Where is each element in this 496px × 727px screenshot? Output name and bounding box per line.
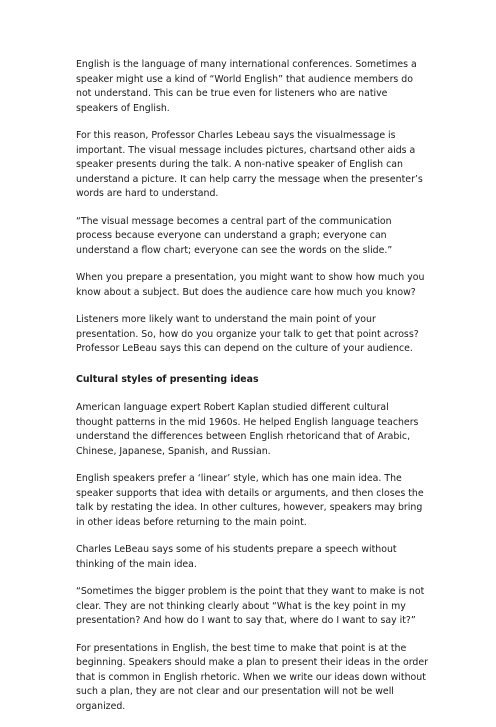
paragraph-prepare-presentation: When you prepare a presentation, you might want to show how much you know about a subject. But does the audience care how much you know?: [76, 272, 425, 298]
paragraph-linear-style: English speakers prefer a ‘linear’ style, which has one main idea. The speaker supports that idea with details or arguments, and then closes the talk by restating the idea. In other cultures, however, speakers may bring in other ideas before returning to the main point.: [76, 473, 424, 528]
paragraph-visual-message: For this reason, Professor Charles Lebeau says the visualmessage is important. The visual message includes pictures, chartsand other aids a speaker presents during the talk. A non-native speaker of English can understand a picture. It can help carry the message when the presenter’s words are hard to understand.: [76, 130, 423, 199]
paragraph-students: Charles LeBeau says some of his students prepare a speech without thinking of the main idea.: [76, 544, 397, 570]
paragraph-best-time: For presentations in English, the best time to make that point is at the beginning. Speakers should make a plan to present their ideas in the order that is common in English rhetoric. When we write our ideas down without such a plan, they are not clear and our presentation will not be well organized.: [76, 642, 428, 712]
paragraph-world-english: English is the language of many international conferences. Sometimes a speaker might use a kind of “World English” that audience members do not understand. This can be true even for listeners who are native speakers of English.: [76, 59, 417, 114]
paragraph-kaplan: American language expert Robert Kaplan studied different cultural thought patterns in the mid 1960s. He helped English language teachers understand the differences between English rhetoricand that of Arabic, Chinese, Japanese, Spanish, and Russian.: [76, 402, 419, 457]
paragraph-quote-problem: “Sometimes the bigger problem is the point that they want to make is not clear. They are not thinking clearly about “What is the key point in my presentation? And how do I want to say that, where do I want to say it?”: [76, 586, 425, 626]
document-body: [76, 58, 428, 727]
section-heading: Cultural styles of presenting ideas: [76, 373, 259, 385]
paragraph-quote-visual: “The visual message becomes a central part of the communication process because everyone can understand a graph; everyone can understand a flow chart; everyone can see the words on the slide.”: [76, 215, 393, 256]
paragraph-main-point: Listeners more likely want to understand the main point of your presentation. So, how do you organize your talk to get that point across? Professor LeBeau says this can depend on the culture of your audience.: [76, 314, 419, 354]
